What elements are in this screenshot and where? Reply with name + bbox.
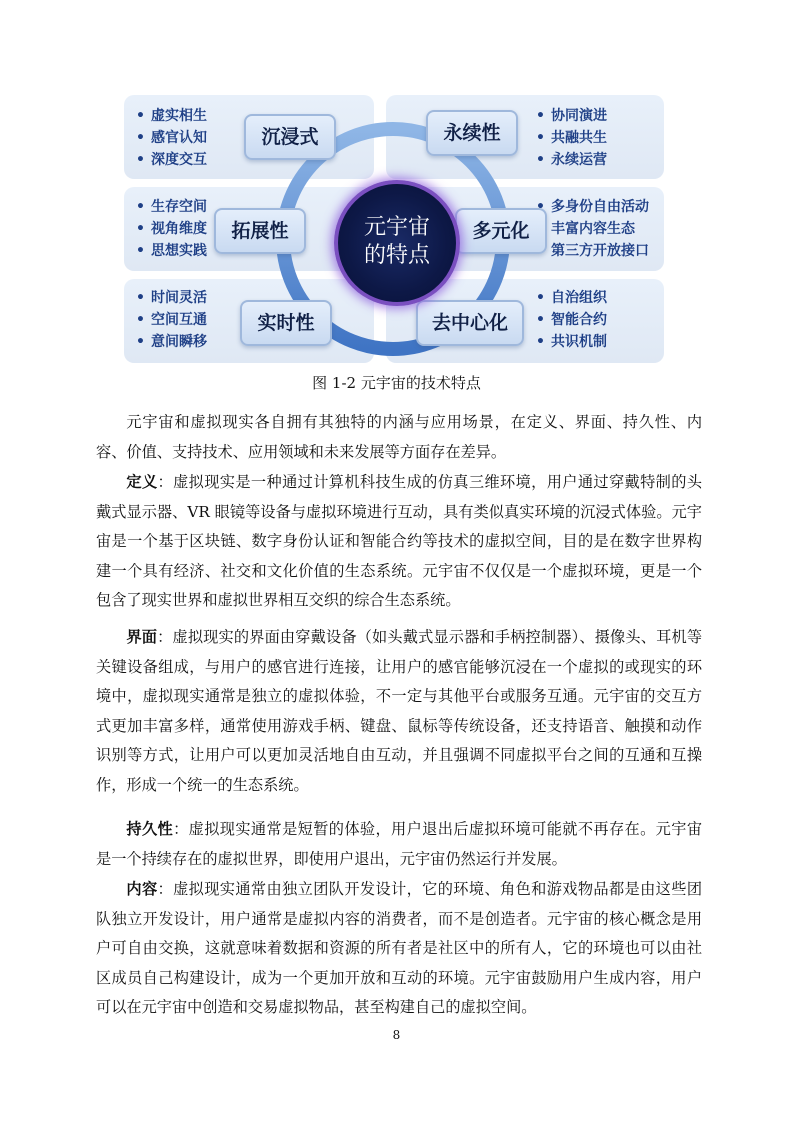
feature-item: • 多身份自由活动 (536, 196, 649, 218)
paragraph-text: ：虚拟现实通常由独立团队开发设计，它的环境、角色和游戏物品都是由这些团队独立开发设计，用户通常是虚拟内容的消费者，而不是创造者。元宇宙的核心概念是用户可自由交换，这就意味着数据和资源的所有者是社区中的所有人，它的环境也可以由社区成员自己构建设计，成为一个更加开放和互动的环境。元宇宙鼓励用户生成内容，用户可以在元宇宙中创造和交易虚拟物品，甚至构建自己的虚拟空间。 (96, 880, 703, 1016)
paragraph-text: ：虚拟现实是一种通过计算机科技生成的仿真三维环境，用户通过穿戴特制的头戴式显示器、VR 眼镜等设备与虚拟环境进行互动，具有类似真实环境的沉浸式体验。元宇宙是一个基于区块链、数字身份认证和智能合约等技术的虚拟空间，目的是在数字世界构建一个具有经济、社交和文化价值的生态系统。元宇宙不仅仅是一个虚拟环境，更是一个包含了现实世界和虚拟世界相互交织的综合生态系统。 (96, 473, 703, 609)
center-title (334, 180, 460, 306)
paragraph-term: 持久性 (126, 820, 174, 838)
label-diversity: 多元化 (455, 208, 547, 254)
paragraph-content (96, 875, 702, 1023)
feature-item: • 意间瞬移 (136, 331, 207, 353)
feature-item: • 生存空间 (136, 196, 207, 218)
feature-item: • 思想实践 (136, 240, 207, 262)
paragraph-persistence (96, 815, 702, 874)
feature-item: • 时间灵活 (136, 287, 207, 309)
feature-item: • 共融共生 (536, 127, 607, 149)
paragraph-term: 定义 (126, 473, 158, 491)
feature-item: • 永续运营 (536, 149, 607, 171)
feature-list-immersive (136, 105, 207, 171)
feature-item: • 第三方开放接口 (536, 240, 649, 262)
center-title-line2: 的特点 (363, 243, 430, 268)
feature-list-persistence (536, 105, 607, 171)
paragraph-definition (96, 468, 702, 616)
paragraph-text: 元宇宙和虚拟现实各自拥有其独特的内涵与应用场景，在定义、界面、持久性、内容、价值、支持技术、应用领域和未来发展等方面存在差异。 (96, 413, 702, 461)
feature-list-diversity (536, 196, 649, 262)
metaverse-features-figure (124, 95, 664, 365)
paragraph-term: 界面 (126, 628, 158, 646)
feature-item: • 智能合约 (536, 309, 607, 331)
feature-item: • 丰富内容生态 (536, 218, 649, 240)
feature-item: • 自治组织 (536, 287, 607, 309)
feature-item: • 虚实相生 (136, 105, 207, 127)
paragraph-intro (96, 408, 702, 467)
feature-item: • 感官认知 (136, 127, 207, 149)
label-decentralized: 去中心化 (416, 300, 524, 346)
paragraph-term: 内容 (126, 880, 158, 898)
page-number: 8 (392, 1028, 401, 1042)
feature-item: • 共识机制 (536, 331, 607, 353)
label-persistence: 永续性 (426, 110, 518, 156)
figure-caption: 图 1-2 元宇宙的技术特点 (312, 374, 481, 392)
center-title-line1: 元宇宙 (363, 215, 430, 240)
feature-item: • 深度交互 (136, 149, 207, 171)
label-immersive: 沉浸式 (244, 114, 336, 160)
feature-list-decentralized (536, 287, 607, 353)
feature-item: • 视角维度 (136, 218, 207, 240)
feature-item: • 协同演进 (536, 105, 607, 127)
feature-list-realtime (136, 287, 207, 353)
paragraph-text: ：虚拟现实通常是短暂的体验，用户退出后虚拟环境可能就不再存在。元宇宙是一个持续存在的虚拟世界，即使用户退出，元宇宙仍然运行并发展。 (96, 820, 703, 868)
feature-list-extensibility (136, 196, 207, 262)
paragraph-text: ：虚拟现实的界面由穿戴设备（如头戴式显示器和手柄控制器）、摄像头、耳机等关键设备组成，与用户的感官进行连接，让用户的感官能够沉浸在一个虚拟的或现实的环境中，虚拟现实通常是独立的虚拟体验，不一定与其他平台或服务互通。元宇宙的交互方式更加丰富多样，通常使用游戏手柄、键盘、鼠标等传统设备，还支持语音、触摸和动作识别等方式，让用户可以更加灵活地自由互动，并且强调不同虚拟平台之间的互通和互操作，形成一个统一的生态系统。 (96, 628, 703, 794)
paragraph-interface (96, 623, 702, 800)
feature-item: • 空间互通 (136, 309, 207, 331)
label-realtime: 实时性 (240, 300, 332, 346)
label-extensibility: 拓展性 (214, 208, 306, 254)
